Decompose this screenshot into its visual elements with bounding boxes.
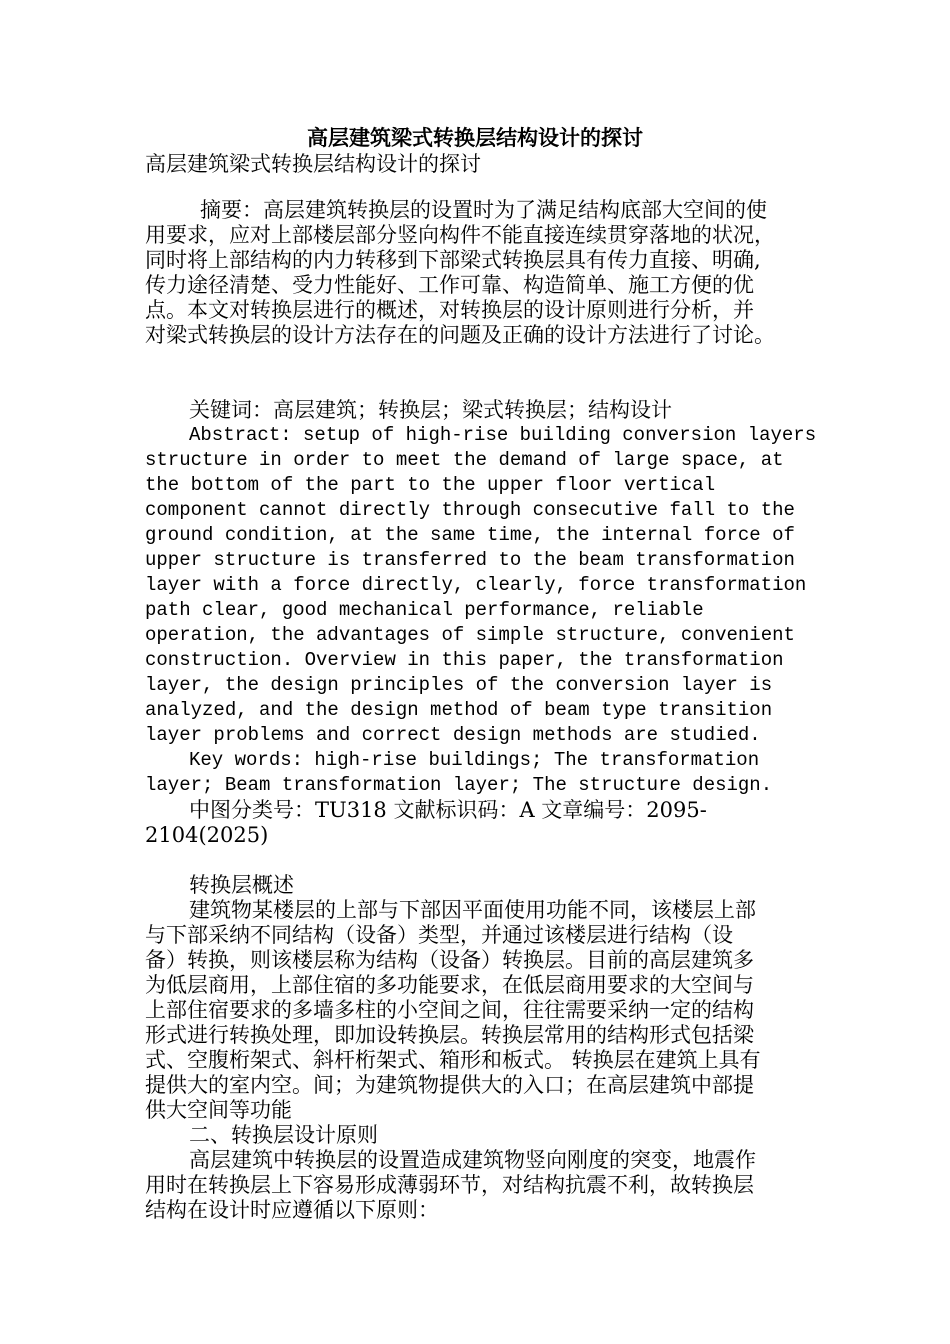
section-1-line: 供大空间等功能	[145, 1098, 292, 1122]
abstract-en-line: Abstract: setup of high-rise building conversion layers	[189, 424, 817, 446]
abstract-en-line: layer with a force directly, clearly, force transformation	[145, 574, 807, 596]
abstract-cn-line: 摘要：高层建筑转换层的设置时为了满足结构底部大空间的使	[200, 198, 767, 222]
section-1-line: 形式进行转换处理，即加设转换层。转换层常用的结构形式包括梁	[145, 1023, 754, 1047]
section-2	[145, 1123, 805, 1223]
abstract-cn	[145, 198, 805, 348]
document-title: 高层建筑梁式转换层结构设计的探讨	[307, 126, 643, 150]
keywords-cn	[145, 398, 805, 423]
section-2-line: 结构在设计时应遵循以下原则：	[145, 1198, 439, 1222]
document-subtitle: 高层建筑梁式转换层结构设计的探讨	[145, 152, 481, 176]
section-1-line: 为低层商用，上部住宿的多功能要求，在低层商用要求的大空间与	[145, 973, 754, 997]
section-2-line: 用时在转换层上下容易形成薄弱环节，对结构抗震不利，故转换层	[145, 1173, 754, 1197]
classification-line: 中图分类号：TU318 文献标识码：A 文章编号：2095-	[189, 798, 707, 822]
abstract-en-line: layer, the design principles of the conversion layer is	[145, 674, 773, 696]
abstract-en-line: the bottom of the part to the upper floor vertical	[145, 474, 716, 496]
abstract-cn-line: 传力途径清楚、受力性能好、工作可靠、构造简单、施工方便的优	[145, 273, 754, 297]
section-1-line: 式、空腹桁架式、斜杆桁架式、箱形和板式。 转换层在建筑上具有	[145, 1048, 761, 1072]
section-1-line: 提供大的室内空。间；为建筑物提供大的入口；在高层建筑中部提	[145, 1073, 754, 1097]
abstract-en-line: path clear, good mechanical performance, reliable	[145, 599, 704, 621]
abstract-en-line: structure in order to meet the demand of large space, at	[145, 449, 784, 471]
abstract-cn-line: 用要求，应对上部楼层部分竖向构件不能直接连续贯穿落地的状况，	[145, 223, 775, 247]
keywords-en-line: Key words: high-rise buildings; The transformation	[189, 749, 760, 771]
section-2-line: 高层建筑中转换层的设置造成建筑物竖向刚度的突变，地震作	[189, 1148, 756, 1172]
abstract-en-line: construction. Overview in this paper, the transformation	[145, 649, 784, 671]
section-1-heading: 转换层概述	[189, 873, 294, 897]
abstract-en-line: operation, the advantages of simple structure, convenient	[145, 624, 795, 646]
keywords-en-line: layer; Beam transformation layer; The structure design.	[145, 774, 773, 796]
abstract-en-line: layer problems and correct design methods are studied.	[145, 724, 761, 746]
section-1-line: 上部住宿要求的多墙多柱的小空间之间，往往需要采纳一定的结构	[145, 998, 754, 1022]
keywords-cn-line: 关键词：高层建筑；转换层；梁式转换层；结构设计	[189, 398, 672, 422]
section-1-line: 备）转换，则该楼层称为结构（设备）转换层。目前的高层建筑多	[145, 948, 754, 972]
abstract-en-line: upper structure is transferred to the beam transformation	[145, 549, 795, 571]
abstract-cn-line: 点。本文对转换层进行的概述，对转换层的设计原则进行分析，并	[145, 298, 754, 322]
abstract-cn-line: 对梁式转换层的设计方法存在的问题及正确的设计方法进行了讨论。	[145, 323, 775, 347]
section-1	[145, 873, 805, 1123]
section-2-heading: 二、转换层设计原则	[189, 1123, 378, 1147]
abstract-en-line: ground condition, at the same time, the internal force of	[145, 524, 795, 546]
abstract-en-line: analyzed, and the design method of beam type transition	[145, 699, 773, 721]
abstract-en-line: component cannot directly through consecutive fall to the	[145, 499, 795, 521]
classification	[145, 798, 805, 848]
abstract-en	[145, 423, 817, 798]
section-1-line: 建筑物某楼层的上部与下部因平面使用功能不同，该楼层上部	[189, 898, 756, 922]
abstract-cn-line: 同时将上部结构的内力转移到下部梁式转换层具有传力直接、明确,	[145, 248, 761, 272]
section-1-line: 与下部采纳不同结构（设备）类型，并通过该楼层进行结构（设	[145, 923, 733, 947]
classification-line: 2104(2025)	[145, 823, 269, 847]
